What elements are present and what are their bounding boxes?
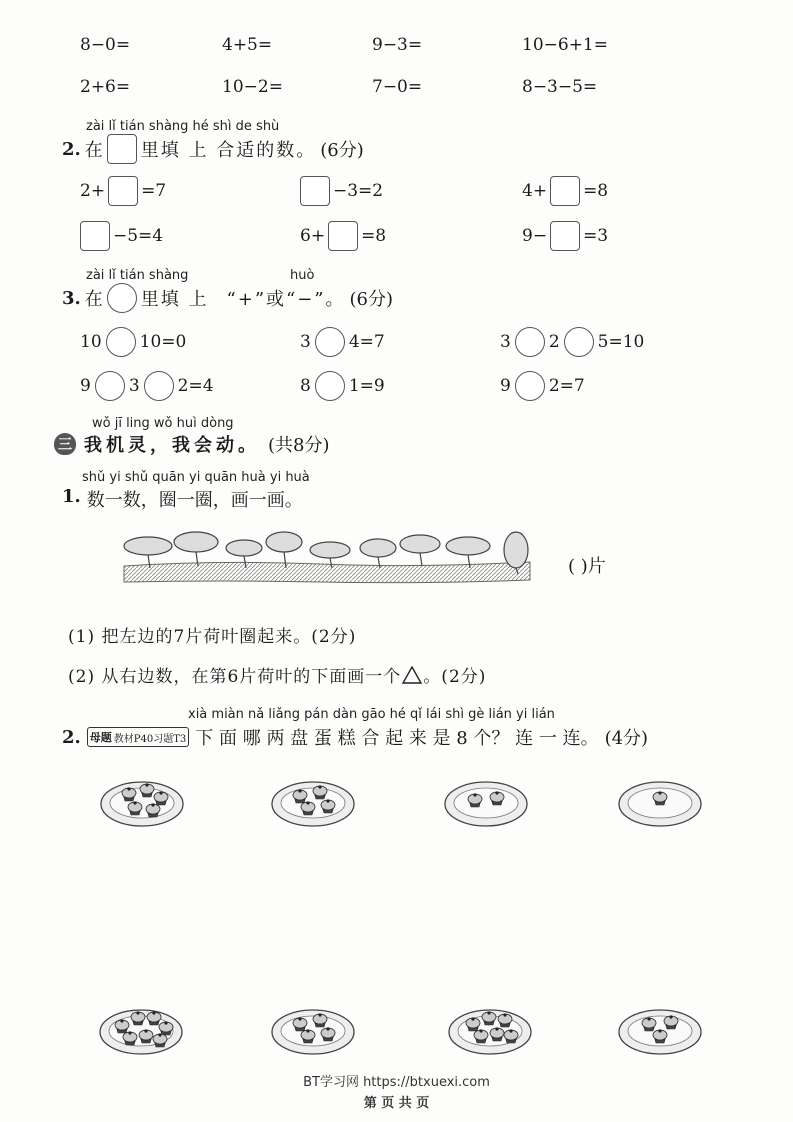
- lotus-leaf-icon: [226, 540, 262, 556]
- equation: 10−6+1=: [522, 35, 608, 55]
- answer-box-sample: [107, 134, 137, 164]
- answer-box[interactable]: [108, 176, 138, 206]
- fill-item: [80, 221, 163, 251]
- section-title: 我机灵，我会动。: [84, 435, 260, 456]
- equation: 8−0=: [80, 35, 131, 55]
- lotus-leaf-icon: [266, 532, 302, 552]
- equation: 10−2=: [222, 77, 283, 97]
- pinyin-line: shǔ yi shǔ quān yi quān huà yi huà: [82, 470, 310, 485]
- answer-box[interactable]: [300, 176, 330, 206]
- cake-plate[interactable]: [270, 776, 356, 828]
- footer-page: 第 页 共 页: [363, 1096, 430, 1111]
- question-text: 在: [84, 289, 103, 310]
- expr-suffix: =8: [583, 181, 609, 201]
- operator-circle[interactable]: [515, 371, 545, 401]
- operator-circle[interactable]: [95, 371, 125, 401]
- question-number: 2.: [62, 726, 81, 748]
- lotus-leaf-icon: [360, 539, 396, 557]
- operator-circle[interactable]: [106, 327, 136, 357]
- operand: 9: [80, 376, 91, 396]
- operator-item: [80, 327, 186, 357]
- cake-plate[interactable]: [99, 776, 185, 828]
- cake-plate[interactable]: [98, 1004, 184, 1056]
- operand: 3: [500, 332, 511, 352]
- operator-item: [300, 371, 385, 401]
- score-label: (6分): [349, 289, 394, 310]
- lotus-leaf-icon: [174, 532, 218, 552]
- operand: 2=7: [548, 376, 585, 396]
- section-3-heading: [54, 431, 330, 457]
- expr-suffix: =7: [141, 181, 167, 201]
- sub-question-1: (1) 把左边的7片荷叶圈起来。(2分): [68, 627, 357, 647]
- operator-circle[interactable]: [515, 327, 545, 357]
- lotus-leaf-icon: [310, 542, 350, 558]
- operand: 1=9: [348, 376, 385, 396]
- equation: 8−3−5=: [522, 77, 598, 97]
- operand: 2=4: [177, 376, 214, 396]
- sub-question-text: (2) 从右边数，在第6片荷叶的下面画一个: [68, 667, 402, 687]
- question-text: 数一数，圈一圈，画一画。: [86, 490, 303, 511]
- operator-circle[interactable]: [315, 327, 345, 357]
- equation: 4+5=: [222, 35, 273, 55]
- lotus-leaf-icon: [400, 535, 440, 553]
- answer-box[interactable]: [550, 176, 580, 206]
- expr-prefix: 6+: [300, 226, 326, 246]
- question-text: 下 面 哪 两 盘 蛋 糕 合 起 来 是 8 个？ 连 一 连。: [195, 728, 599, 749]
- fill-item: [522, 221, 608, 251]
- operand: 5=10: [597, 332, 645, 352]
- lotus-leaf-icon: [124, 537, 172, 555]
- section-number-icon: 三: [54, 433, 76, 455]
- fill-item: [300, 221, 386, 251]
- question-2-heading: [62, 134, 364, 164]
- cake-plate[interactable]: [617, 1004, 703, 1056]
- lotus-leaves-illustration: [120, 528, 535, 586]
- score-label: (共8分): [268, 435, 330, 456]
- question-heading: [62, 724, 648, 750]
- expr-suffix: =3: [583, 226, 609, 246]
- badge-ref: 教材P40习题T3: [113, 733, 187, 745]
- badge-label: 母题: [89, 731, 112, 744]
- question-text: 在: [84, 140, 103, 161]
- cake-plate[interactable]: [617, 776, 703, 828]
- sub-question-2: [68, 662, 486, 687]
- footer-site: BT学习网 https://btxuexi.com: [303, 1075, 490, 1090]
- operator-item: [300, 327, 385, 357]
- question-text: 里填 上 合适的数。: [140, 140, 317, 161]
- score-label: (6分): [320, 140, 364, 161]
- operand: 10=0: [139, 332, 187, 352]
- operator-circle[interactable]: [315, 371, 345, 401]
- operator-item: [80, 371, 214, 401]
- question-number: 3.: [62, 287, 81, 309]
- pinyin-line: wǒ jī ling wǒ huì dòng: [92, 416, 234, 431]
- cake-plate[interactable]: [270, 1004, 356, 1056]
- operator-circle[interactable]: [564, 327, 594, 357]
- equation: 7−0=: [372, 77, 423, 97]
- operand: 3: [300, 332, 311, 352]
- operand: 9: [500, 376, 511, 396]
- question-number: 1.: [62, 486, 81, 507]
- expr-suffix: −3=2: [333, 181, 384, 201]
- expr-prefix: 9−: [522, 226, 548, 246]
- expr-prefix: 2+: [80, 181, 106, 201]
- score-label: (4分): [604, 728, 649, 749]
- badge: [87, 727, 190, 747]
- operand: 4=7: [348, 332, 385, 352]
- expr-suffix: −5=4: [113, 226, 164, 246]
- triangle-icon: [401, 665, 423, 685]
- operand: 10: [80, 332, 102, 352]
- answer-box[interactable]: [80, 221, 110, 251]
- cake-plate[interactable]: [447, 1004, 533, 1056]
- equation: 2+6=: [80, 77, 131, 97]
- cake-plate[interactable]: [443, 776, 529, 828]
- pinyin-line: zài lǐ tián shàng: [86, 268, 189, 283]
- pinyin-line: huò: [290, 268, 315, 283]
- question-text: 里填 上: [140, 289, 209, 310]
- operator-item: [500, 371, 585, 401]
- lotus-leaf-icon: [504, 532, 528, 568]
- expr-prefix: 4+: [522, 181, 548, 201]
- operand: 8: [300, 376, 311, 396]
- answer-circle-sample: [107, 283, 137, 313]
- fill-item: [80, 176, 166, 206]
- equation: 9−3=: [372, 35, 423, 55]
- answer-box[interactable]: [550, 221, 580, 251]
- question-heading: [62, 486, 303, 512]
- operand: 2: [548, 332, 560, 352]
- fill-item: [522, 176, 608, 206]
- expr-suffix: =8: [361, 226, 387, 246]
- operator-circle[interactable]: [144, 371, 174, 401]
- operator-item: [500, 327, 644, 357]
- operand: 3: [128, 376, 140, 396]
- pinyin-line: xià miàn nǎ liǎng pán dàn gāo hé qǐ lái shì gè lián yi lián: [188, 707, 555, 722]
- lotus-leaf-icon: [446, 537, 490, 555]
- answer-box[interactable]: [328, 221, 358, 251]
- question-text: “+”或“−”。: [226, 289, 346, 310]
- question-3-heading: [62, 283, 393, 313]
- question-number: 2.: [62, 138, 81, 160]
- sub-question-text: 。(2分): [423, 667, 487, 687]
- answer-paren: ( )片: [568, 556, 606, 577]
- pinyin-line: zài lǐ tián shàng hé shì de shù: [86, 119, 280, 134]
- fill-item: [300, 176, 383, 206]
